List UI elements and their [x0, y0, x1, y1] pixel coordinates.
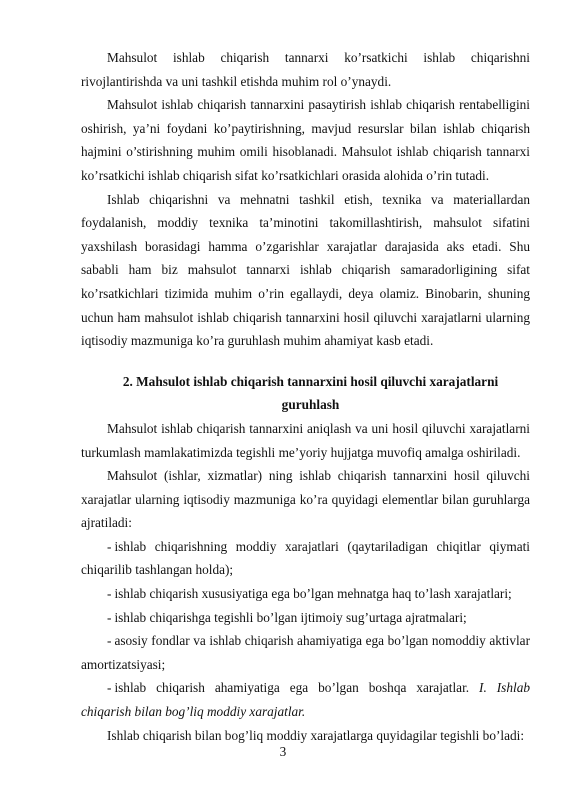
- list-item-text: ishlab chiqarish ahamiyatiga ega bo’lgan boshqa xarajatlar.: [114, 680, 480, 696]
- section-heading: 2. Mahsulot ishlab chiqarish tannarxini hosil qiluvchi xarajatlarni guruhlash: [122, 373, 499, 413]
- bullet-dash: -: [107, 609, 112, 625]
- list-item: [81, 629, 530, 676]
- paragraph: Ishlab chiqarish bilan bog’liq moddiy xarajatlarga quyidagilar tegishli bo’ladi:: [107, 727, 525, 743]
- paragraph: Ishlab chiqarishni va mehnatni tashkil etish, texnika va materiallardan foydalanish, moddiy texnika ta’minotini takomillashtirish, mahsulot sifatini yaxshilash borasidagi hamma o’zgarishlar xarajatlar darajasida aks etadi. Shu sababli ham biz mahsulot tannarxi ishlab chiqarish samaradorligining sifat ko’rsatkichlari tizimida muhim o’rin egallaydi, deya olamiz. Binobarin, shuning uchun ham mahsulot ishlab chiqarish tannarxini hosil qiluvchi xarajatlarni ularning iqtisodiy mazmuniga ko’ra guruhlash muhim ahamiyat kasb etadi.: [81, 191, 530, 349]
- list-item: [81, 606, 530, 630]
- list-item-text: asosiy fondlar va ishlab chiqarish ahamiyatiga ega bo’lgan nomoddiy aktivlar amortizatsiyasi;: [81, 633, 530, 672]
- bullet-dash: -: [107, 586, 112, 602]
- list-item-text: ishlab chiqarish xususiyatiga ega bo’lgan mehnatga haq to’lash xarajatlari;: [114, 586, 512, 602]
- bullet-dash: -: [107, 680, 112, 696]
- list-item: [81, 676, 530, 723]
- list-item-text: ishlab chiqarishning moddiy xarajatlari (qaytariladigan chiqitlar qiymati chiqarilib tashlangan holda);: [81, 538, 530, 578]
- paragraph: Mahsulot ishlab chiqarish tannarxini aniqlash va uni hosil qiluvchi xarajatlarni turkumlash mamlakatimizda tegishli me’yoriy hujjatga muvofiq amalga oshiriladi.: [81, 420, 530, 460]
- list-item: [81, 582, 530, 606]
- list-item-text: ishlab chiqarishga tegishli bo’lgan ijtimoiy sug’urtaga ajratmalari;: [114, 609, 467, 625]
- bullet-dash: -: [107, 538, 112, 554]
- paragraph: Mahsulot (ishlar, xizmatlar) ning ishlab chiqarish tannarxini hosil qiluvchi xarajatlar ularning iqtisodiy mazmuniga ko’ra quyidagi elementlar bilan guruhlarga ajratiladi:: [81, 468, 530, 531]
- paragraph: Mahsulot ishlab chiqarish tannarxini pasaytirish ishlab chiqarish rentabelligini oshirish, ya’ni foydani ko’paytirishning, mavjud resurslar bilan ishlab chiqarish hajmini o’stirishning muhim omili hisoblanadi. Mahsulot ishlab chiqarish tannarxi ko’rsatkichi ishlab chiqarish sifat ko’rsatkichlari orasida alohida o’rin tutadi.: [81, 97, 530, 183]
- page-number: 3: [279, 744, 287, 759]
- subsection-title: I. Ishlab chiqarish bilan bog’liq moddiy xarajatlar.: [81, 680, 530, 720]
- bullet-dash: -: [107, 633, 112, 649]
- list-item: [81, 535, 530, 582]
- paragraph: Mahsulot ishlab chiqarish tannarxi ko’rsatkichi ishlab chiqarishni rivojlantirishda va uni tashkil etishda muhim rol o’ynaydi.: [81, 50, 530, 89]
- document-page: [81, 46, 530, 747]
